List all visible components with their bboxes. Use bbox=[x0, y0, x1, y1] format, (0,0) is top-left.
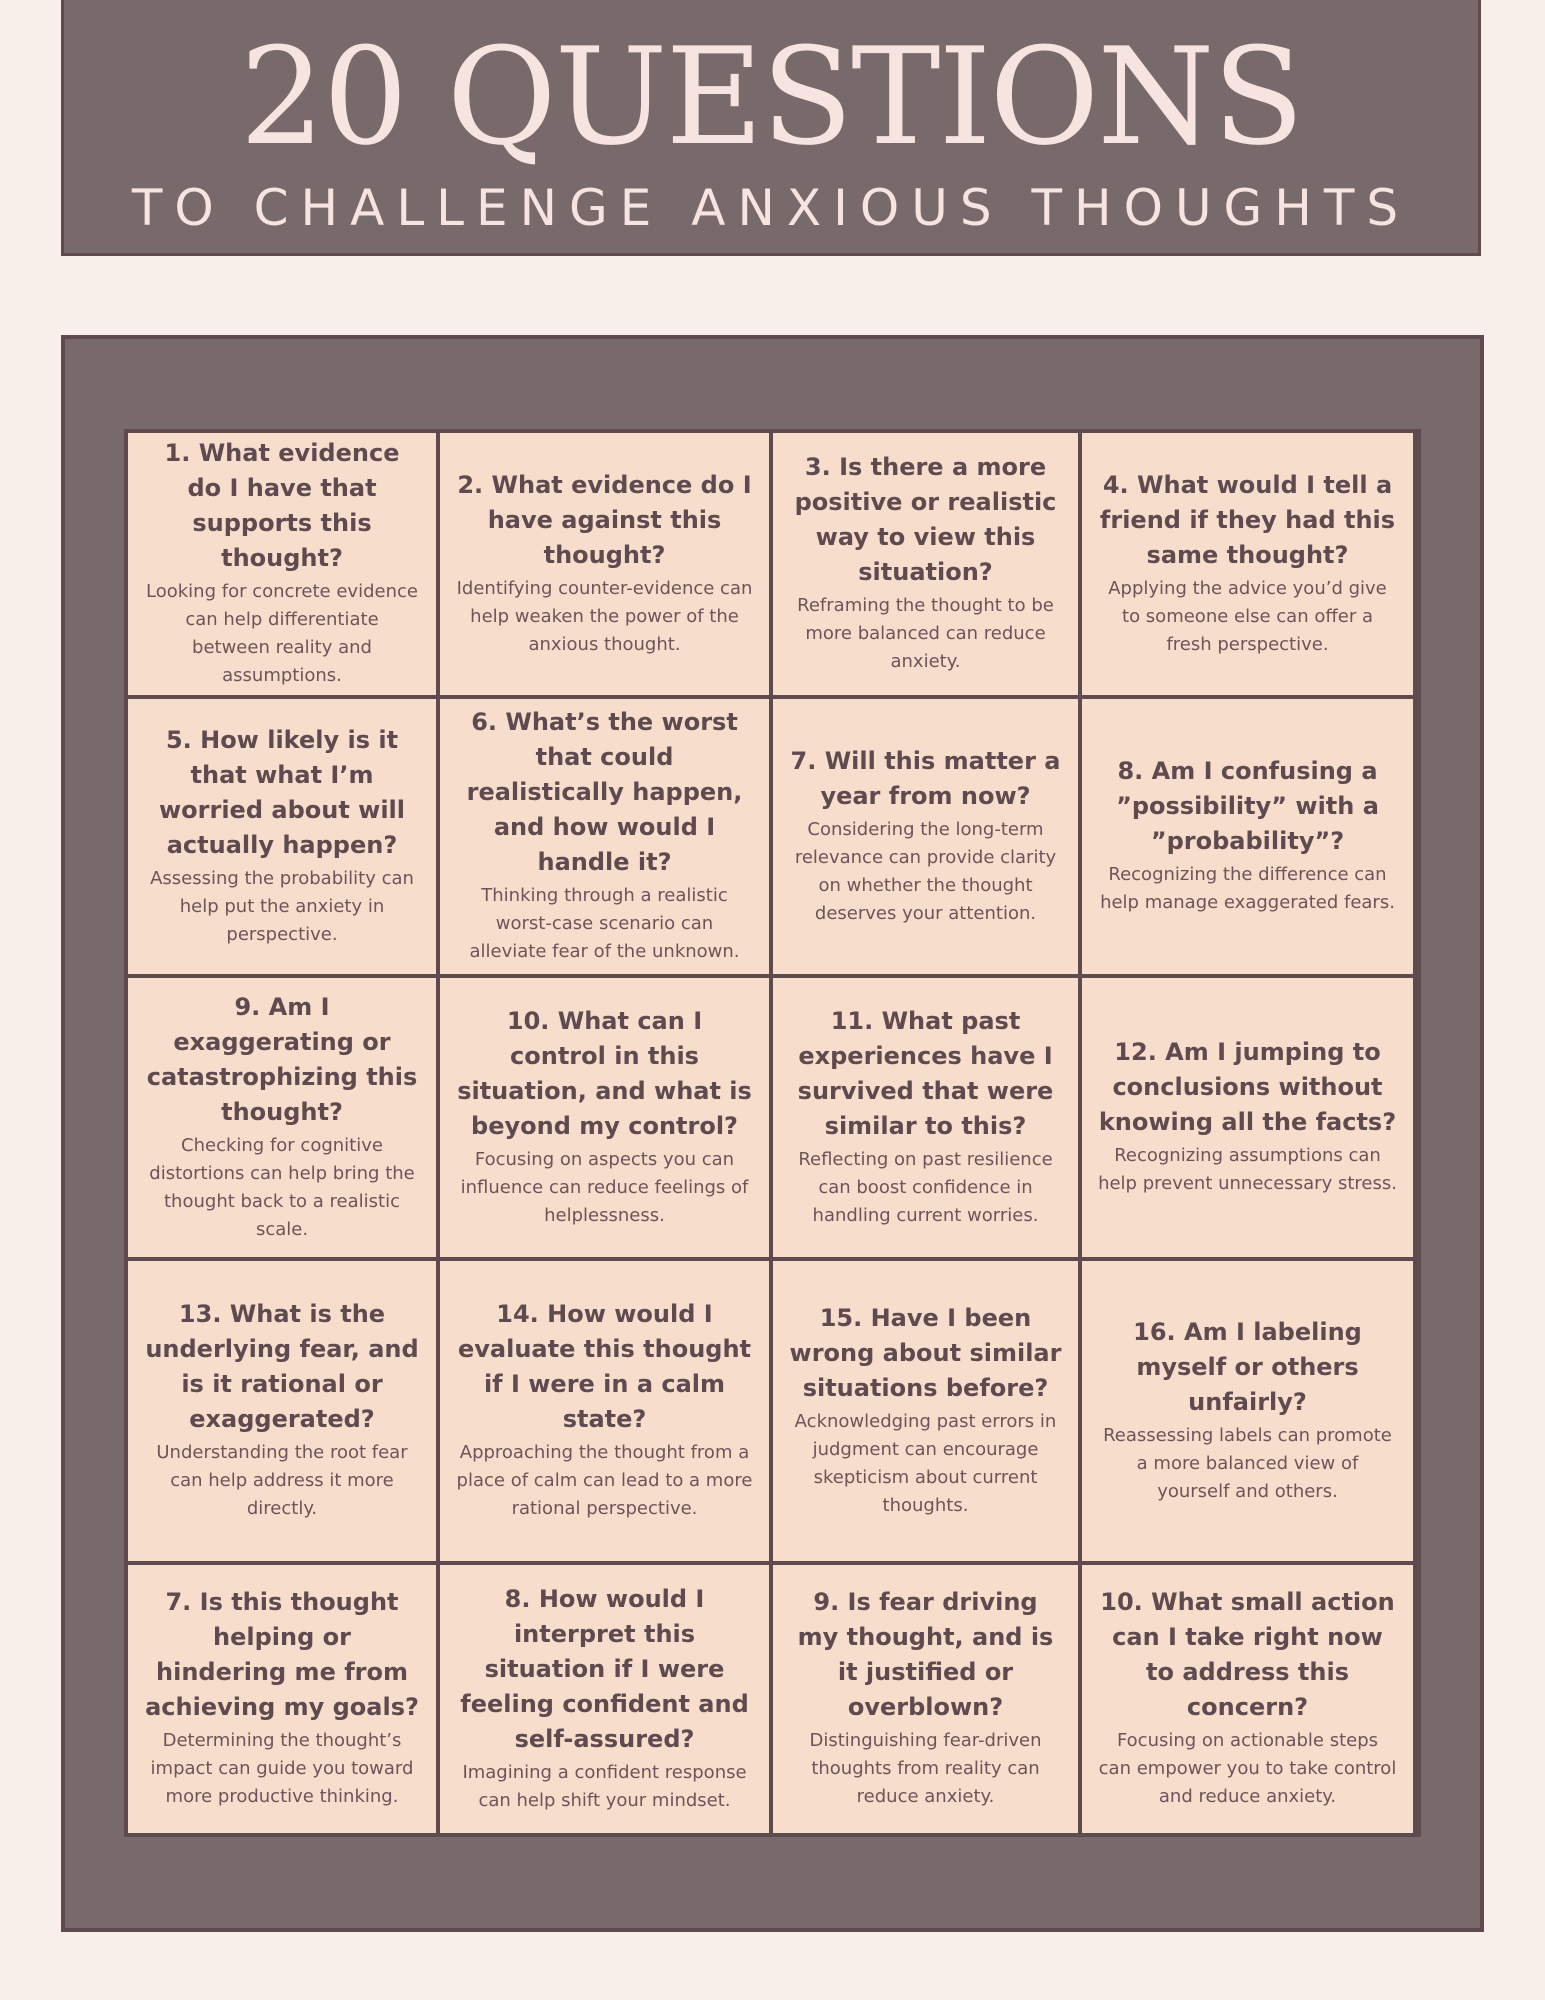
question-text: 14. How would I evaluate this thought if I were in a calm state? bbox=[457, 1300, 752, 1433]
question-card-17 bbox=[128, 1565, 436, 1833]
question-description: Applying the advice you’d give to someone else can offer a fresh perspective. bbox=[1108, 577, 1387, 655]
question-description: Considering the long-term relevance can provide clarity on whether the thought deserves your attention. bbox=[794, 818, 1057, 924]
question-text: 10. What can I control in this situation, and what is beyond my control? bbox=[457, 1006, 752, 1140]
question-description: Focusing on aspects you can influence can reduce feelings of helplessness. bbox=[460, 1148, 749, 1226]
question-description: Recognizing the difference can help manage exaggerated fears. bbox=[1100, 864, 1395, 913]
question-description: Reassessing labels can promote a more balanced view of yourself and others. bbox=[1103, 1424, 1392, 1502]
question-text: 2. What evidence do I have against this thought? bbox=[457, 470, 752, 569]
question-text: 8. Am I confusing a ”possibility” with a ”probability”? bbox=[1116, 757, 1379, 855]
question-text: 5. How likely is it that what I’m worried about will actually happen? bbox=[159, 725, 405, 859]
question-text: 9. Am I exaggerating or catastrophizing this thought? bbox=[146, 992, 418, 1126]
question-description: Thinking through a realistic worst-case scenario can alleviate fear of the unknown. bbox=[469, 885, 740, 962]
question-description: Understanding the root fear can help address it more directly. bbox=[156, 1442, 408, 1519]
question-card-7 bbox=[773, 699, 1078, 974]
question-text: 7. Will this matter a year from now? bbox=[790, 746, 1061, 810]
question-description: Distinguishing fear-driven thoughts from reality can reduce anxiety. bbox=[809, 1730, 1042, 1807]
question-card-16 bbox=[1082, 1261, 1413, 1561]
question-card-8 bbox=[1082, 699, 1413, 974]
question-description: Assessing the probability can help put the anxiety in perspective. bbox=[150, 867, 414, 945]
question-card-12 bbox=[1082, 978, 1413, 1257]
question-text: 10. What small action can I take right now to address this concern? bbox=[1100, 1588, 1395, 1721]
question-text: 16. Am I labeling myself or others unfairly? bbox=[1133, 1317, 1362, 1416]
question-description: Imagining a confident response can help shift your mindset. bbox=[462, 1761, 747, 1811]
question-text: 4. What would I tell a friend if they had this same thought? bbox=[1099, 470, 1396, 569]
question-card-9 bbox=[128, 978, 436, 1257]
question-card-19 bbox=[773, 1565, 1078, 1833]
question-card-5 bbox=[128, 699, 436, 974]
question-card-18 bbox=[440, 1565, 769, 1833]
question-text: 11. What past experiences have I survived that were similar to this? bbox=[797, 1006, 1054, 1140]
question-text: 9. Is fear driving my thought, and is it justified or overblown? bbox=[797, 1588, 1054, 1721]
question-description: Approaching the thought from a place of calm can lead to a more rational perspective. bbox=[456, 1442, 753, 1519]
question-card-20 bbox=[1082, 1565, 1413, 1833]
question-description: Reflecting on past resilience can boost confidence in handling current worries. bbox=[798, 1148, 1053, 1226]
page-title: 20 QUESTIONS bbox=[239, 19, 1303, 175]
question-text: 7. Is this thought helping or hindering me from achieving my goals? bbox=[145, 1588, 419, 1721]
question-card-13 bbox=[128, 1261, 436, 1561]
question-text: 12. Am I jumping to conclusions without knowing all the facts? bbox=[1098, 1038, 1397, 1136]
questions-grid bbox=[124, 429, 1421, 1837]
header-banner bbox=[61, 0, 1481, 256]
question-card-4 bbox=[1082, 433, 1413, 695]
question-card-15 bbox=[773, 1261, 1078, 1561]
question-card-10 bbox=[440, 978, 769, 1257]
question-card-2 bbox=[440, 433, 769, 695]
question-text: 6. What’s the worst that could realistically happen, and how would I handle it? bbox=[466, 708, 743, 876]
question-card-11 bbox=[773, 978, 1078, 1257]
question-card-14 bbox=[440, 1261, 769, 1561]
question-description: Checking for cognitive distortions can help bring the thought back to a realistic scale. bbox=[149, 1134, 415, 1240]
question-description: Looking for concrete evidence can help differentiate between reality and assumptions. bbox=[146, 581, 418, 686]
question-text: 8. How would I interpret this situation if I were feeling confident and self-assured? bbox=[460, 1584, 749, 1753]
question-description: Reframing the thought to be more balanced can reduce anxiety. bbox=[797, 595, 1054, 672]
page-subtitle: TO CHALLENGE ANXIOUS THOUGHTS bbox=[131, 179, 1411, 237]
question-description: Focusing on actionable steps can empower you to take control and reduce anxiety. bbox=[1098, 1730, 1397, 1807]
question-description: Identifying counter-evidence can help weaken the power of the anxious thought. bbox=[456, 577, 753, 655]
question-description: Recognizing assumptions can help prevent unnecessary stress. bbox=[1098, 1145, 1397, 1194]
question-card-6 bbox=[440, 699, 769, 974]
question-description: Acknowledging past errors in judgment can encourage skepticism about current thoughts. bbox=[794, 1410, 1057, 1516]
question-text: 1. What evidence do I have that supports this thought? bbox=[164, 439, 400, 572]
question-text: 3. Is there a more positive or realistic way to view this situation? bbox=[794, 453, 1057, 586]
question-card-3 bbox=[773, 433, 1078, 695]
question-text: 15. Have I been wrong about similar situations before? bbox=[789, 1303, 1062, 1402]
question-description: Determining the thought’s impact can guide you toward more productive thinking. bbox=[150, 1730, 414, 1807]
question-card-1 bbox=[128, 433, 436, 695]
question-text: 13. What is the underlying fear, and is it rational or exaggerated? bbox=[145, 1300, 419, 1433]
